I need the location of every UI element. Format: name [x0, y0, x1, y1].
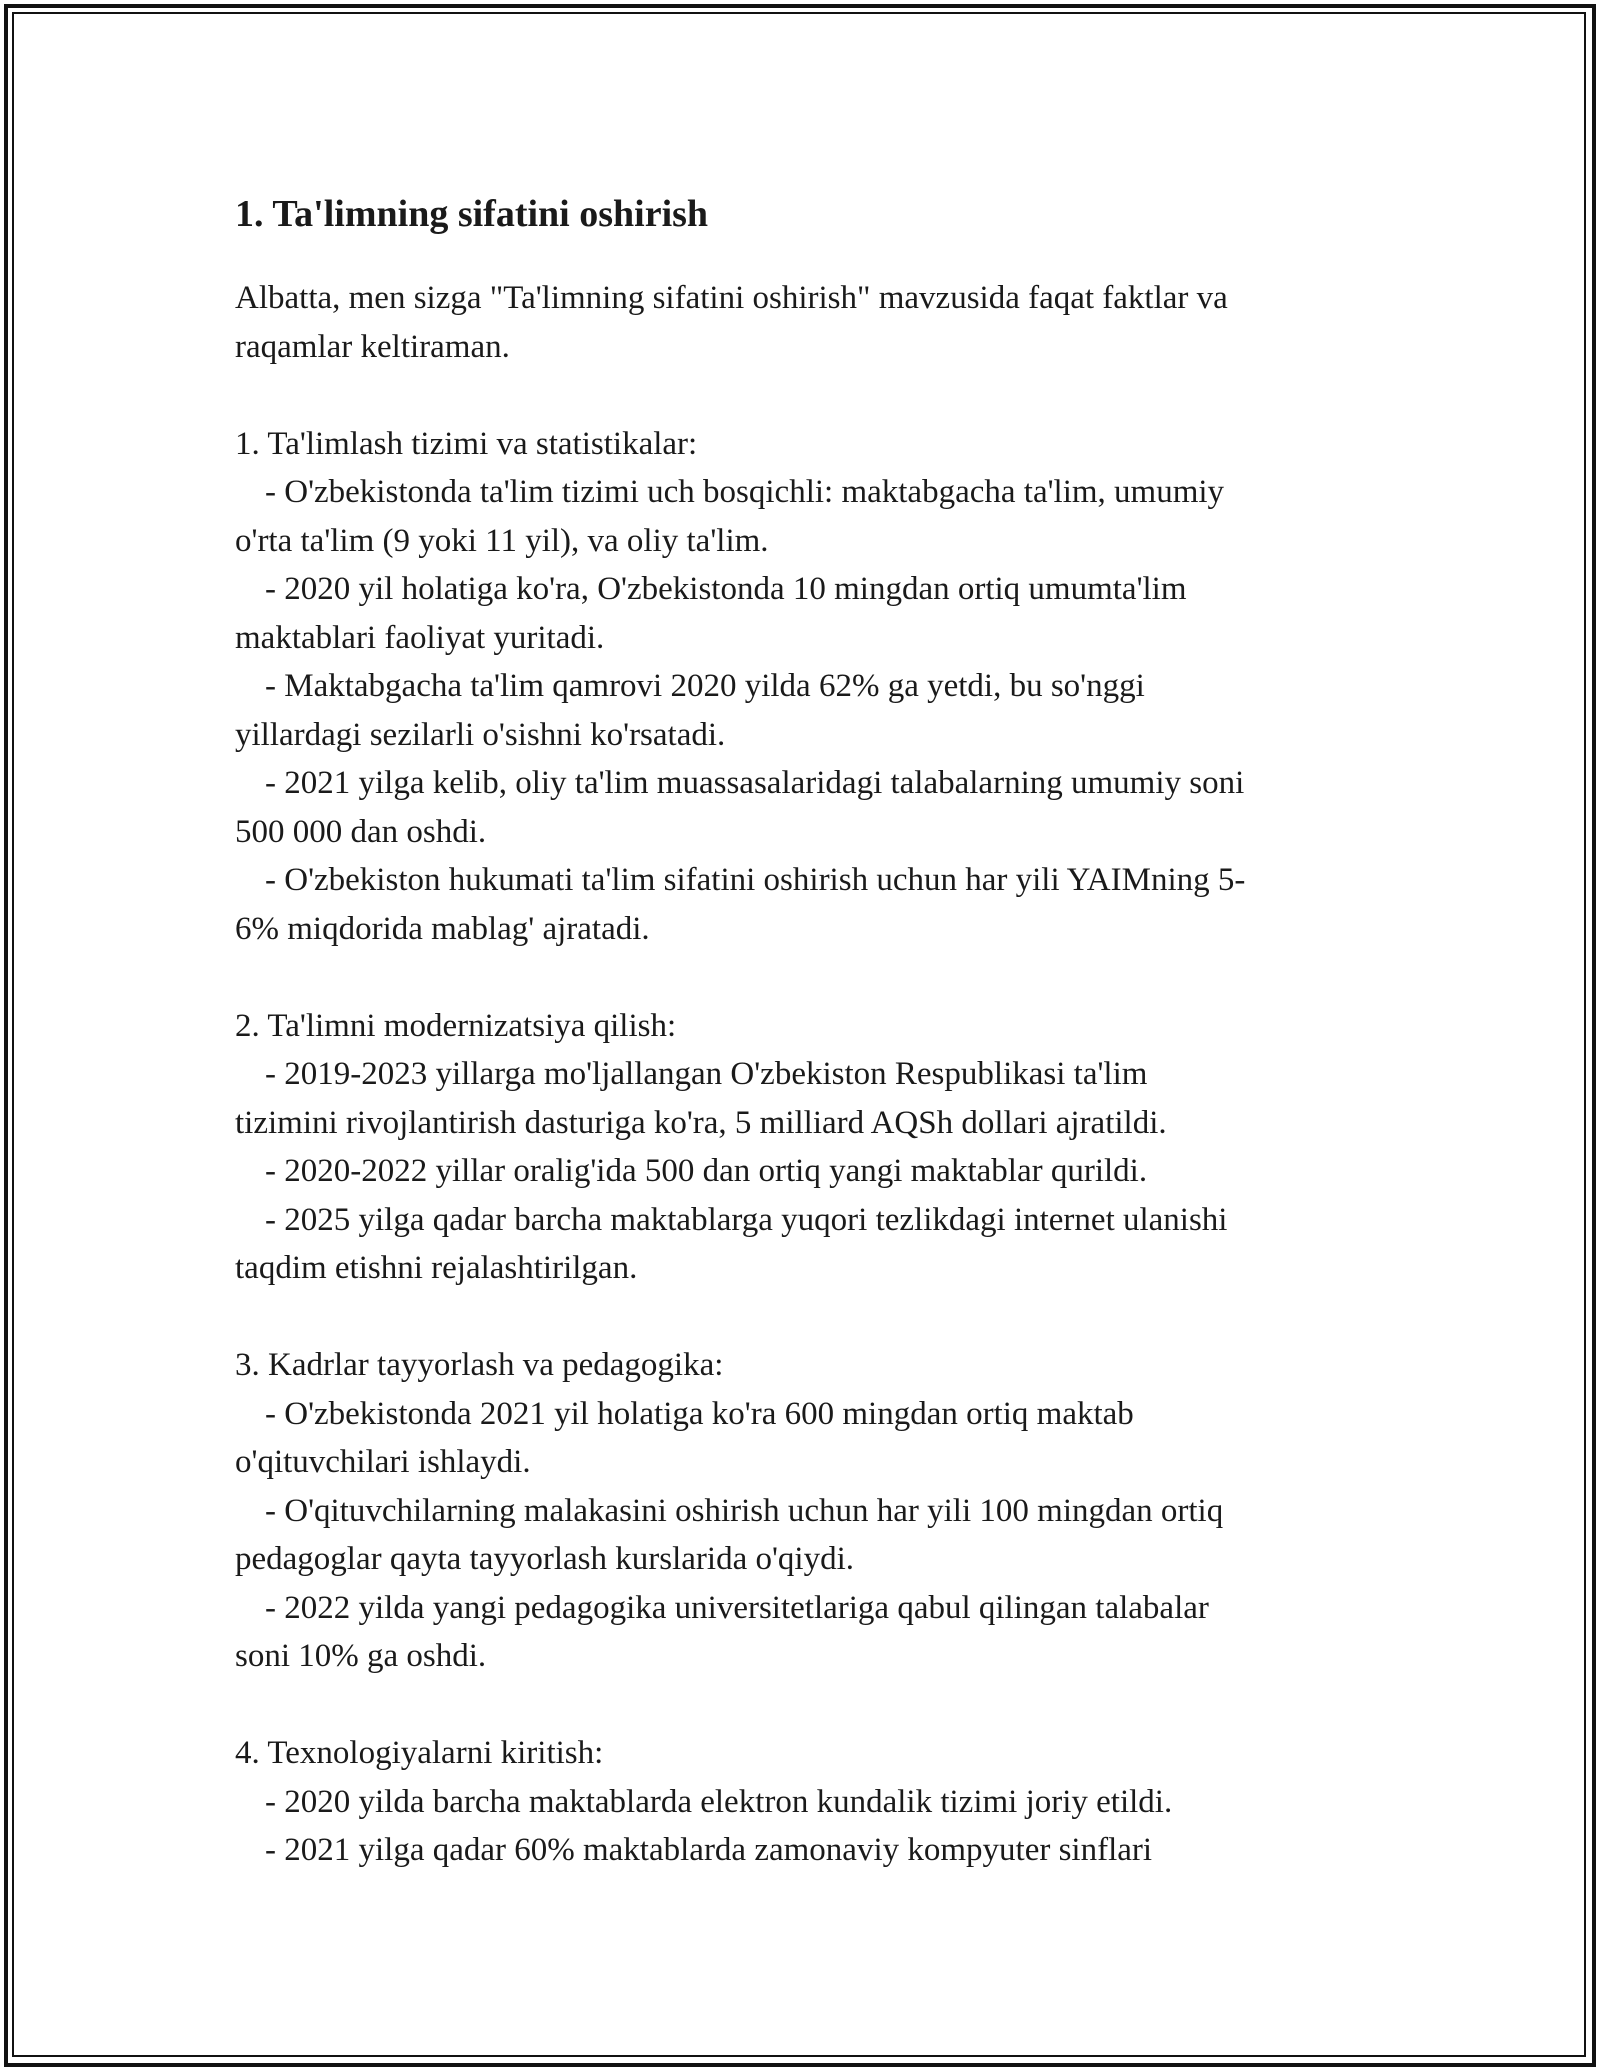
bullet-continuation: taqdim etishni rejalashtirilgan.	[235, 1250, 638, 1286]
bullet-line: - 2019-2023 yillarga mo'ljallangan O'zbekiston Respublikasi ta'lim	[265, 1056, 1148, 1092]
bullet-line: - 2025 yilga qadar barcha maktablarga yuqori tezlikdagi internet ulanishi	[265, 1201, 1228, 1238]
bullet-continuation: soni 10% ga oshdi.	[235, 1638, 487, 1674]
bullet-continuation: tizimini rivojlantirish dasturiga ko'ra, 5 milliard AQSh dollari ajratildi.	[235, 1104, 1167, 1141]
intro-line: raqamlar keltiraman.	[235, 328, 510, 365]
document-body	[235, 184, 1370, 1875]
bullet-continuation: o'qituvchilari ishlaydi.	[235, 1444, 531, 1480]
section-heading: 2. Ta'limni modernizatsiya qilish:	[235, 1007, 677, 1044]
intro-line: Albatta, men sizga "Ta'limning sifatini oshirish" mavzusida faqat faktlar va	[235, 280, 1228, 316]
section-heading: 4. Texnologiyalarni kiritish:	[235, 1735, 604, 1771]
bullet-continuation: o'rta ta'lim (9 yoki 11 yil), va oliy ta'lim.	[235, 522, 769, 559]
bullet-line: - 2021 yilga qadar 60% maktablarda zamonaviy kompyuter sinflari	[265, 1832, 1153, 1868]
bullet-line: - O'qituvchilarning malakasini oshirish uchun har yili 100 mingdan ortiq	[265, 1492, 1224, 1529]
section-2	[235, 1002, 1370, 1293]
intro-paragraph	[235, 274, 1370, 371]
bullet-continuation: pedagoglar qayta tayyorlash kurslarida o'qiydi.	[235, 1541, 855, 1577]
bullet-line: - 2020 yil holatiga ko'ra, O'zbekistonda 10 mingdan ortiq umumta'lim	[265, 571, 1187, 607]
section-spacer	[235, 1293, 1370, 1342]
document-title: 1. Ta'limning sifatini oshirish	[235, 193, 709, 235]
bullet-line: - 2022 yilda yangi pedagogika universitetlariga qabul qilingan talabalar	[265, 1589, 1209, 1626]
section-3	[235, 1341, 1370, 1681]
bullet-line: - 2021 yilga kelib, oliy ta'lim muassasalaridagi talabalarning umumiy soni	[265, 765, 1245, 801]
bullet-line: - 2020 yilda barcha maktablarda elektron kundalik tizimi joriy etildi.	[265, 1783, 1173, 1820]
bullet-continuation: yillardagi sezilarli o'sishni ko'rsatadi.	[235, 716, 726, 753]
bullet-line: - O'zbekistonda ta'lim tizimi uch bosqichli: maktabgacha ta'lim, umumiy	[265, 474, 1225, 510]
section-heading: 3. Kadrlar tayyorlash va pedagogika:	[235, 1347, 724, 1383]
section-spacer	[235, 953, 1370, 1002]
bullet-continuation: 6% miqdorida mablag' ajratadi.	[235, 910, 650, 947]
sections-container	[235, 371, 1370, 1875]
bullet-line: - 2020-2022 yillar oralig'ida 500 dan ortiq yangi maktablar qurildi.	[265, 1153, 1148, 1189]
section-heading: 1. Ta'limlash tizimi va statistikalar:	[235, 425, 698, 462]
section-spacer	[235, 371, 1370, 420]
bullet-line: - O'zbekiston hukumati ta'lim sifatini oshirish uchun har yili YAIMning 5-	[265, 862, 1246, 898]
section-1	[235, 420, 1370, 954]
section-4	[235, 1729, 1370, 1875]
bullet-continuation: 500 000 dan oshdi.	[235, 813, 487, 850]
section-spacer	[235, 1681, 1370, 1730]
bullet-line: - O'zbekistonda 2021 yil holatiga ko'ra 600 mingdan ortiq maktab	[265, 1395, 1134, 1432]
bullet-continuation: maktablari faoliyat yuritadi.	[235, 619, 605, 656]
bullet-line: - Maktabgacha ta'lim qamrovi 2020 yilda 62% ga yetdi, bu so'nggi	[265, 668, 1145, 704]
